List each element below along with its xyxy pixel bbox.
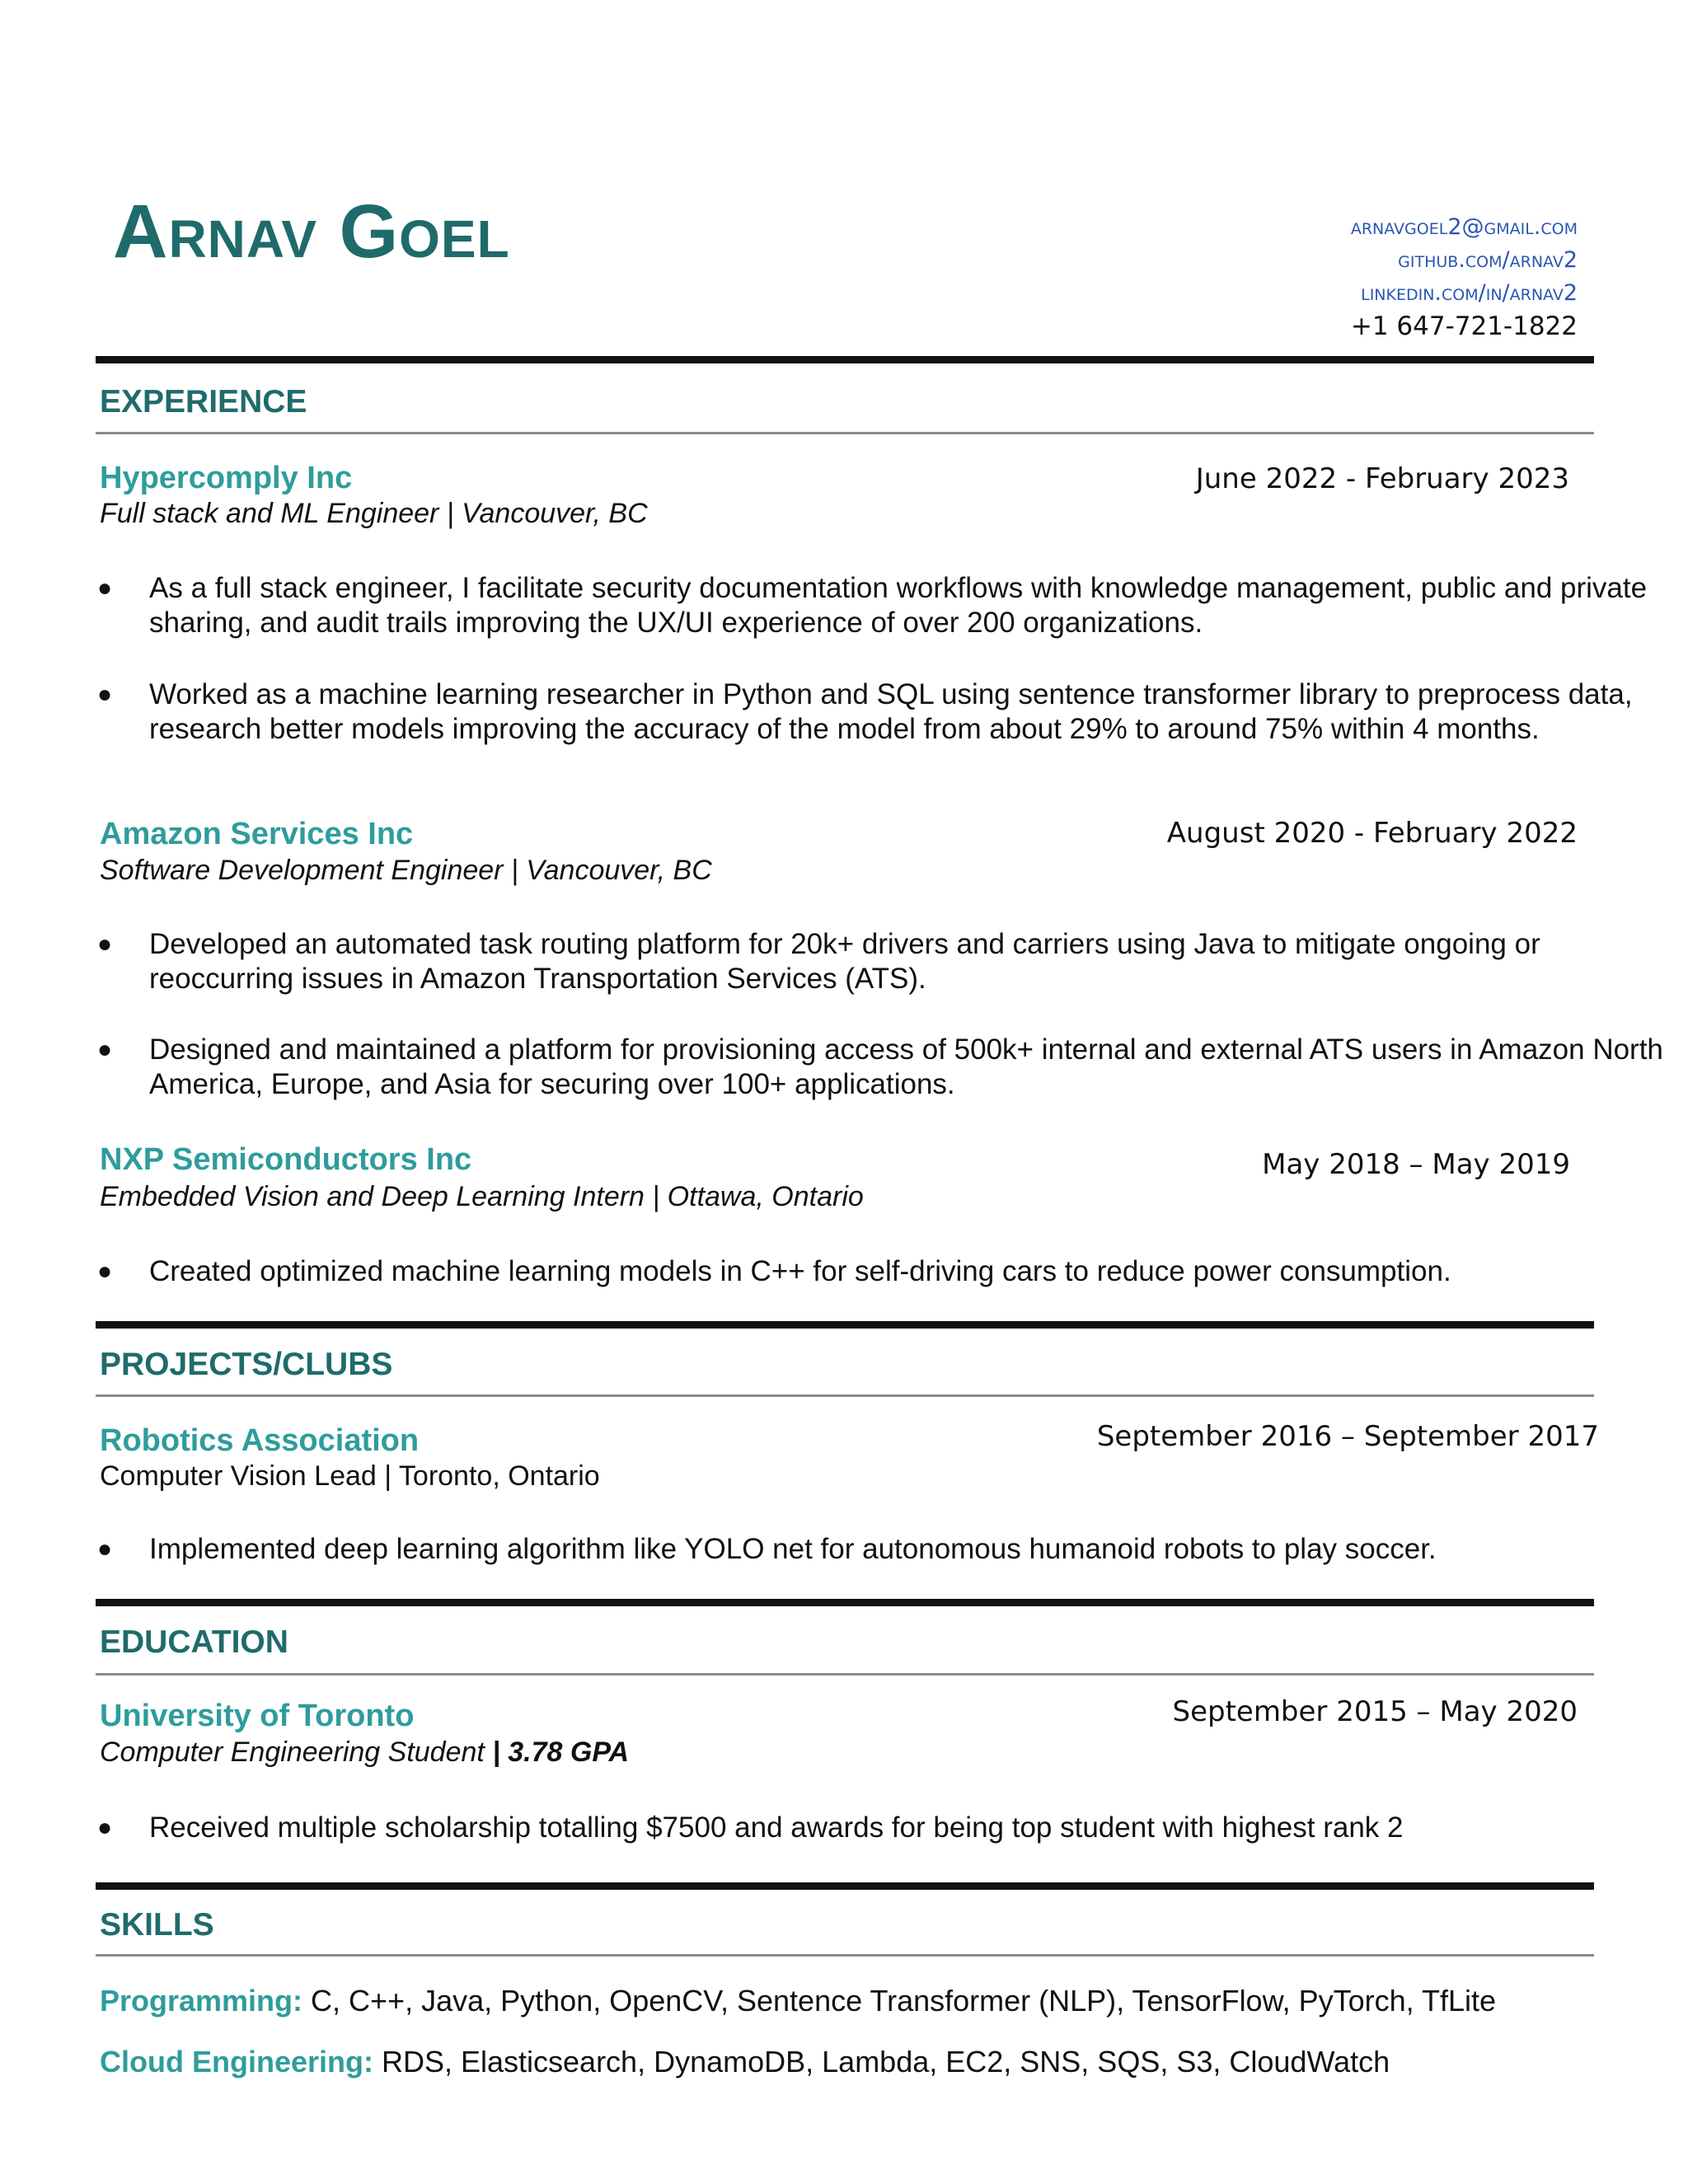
section-divider [96, 1599, 1594, 1606]
job-company: Hypercomply Inc [100, 461, 353, 495]
candidate-name: Arnav Goel [113, 190, 510, 274]
skill-row [100, 1986, 1496, 2016]
bullet-dot: ● [97, 930, 113, 958]
bullet-dot: ● [97, 681, 113, 708]
section-underline [96, 1954, 1594, 1957]
phone-number: +1 647-721-1822 [1350, 312, 1578, 341]
project-dates: September 2016 – September 2017 [1096, 1420, 1599, 1453]
github-link[interactable]: github.com/arnav2 [1398, 247, 1578, 273]
project-role: Computer Vision Lead | Toronto, Ontario [100, 1460, 600, 1492]
bullet-text: Designed and maintained a platform for provisioning access of 500k+ internal and external ATS users in Amazon North America, Europe, and Asia for securing over 100+ applications. [149, 1033, 1663, 1100]
section-title-education: EDUCATION [100, 1624, 288, 1660]
job-role: Software Development Engineer | Vancouver, BC [100, 855, 712, 886]
job-dates: May 2018 – May 2019 [1262, 1148, 1570, 1181]
skill-label: Cloud Engineering: [100, 2045, 373, 2079]
skill-label: Programming: [100, 1984, 303, 2018]
degree-name: Computer Engineering Student [100, 1736, 485, 1768]
bullet-text: Developed an automated task routing platform for 20k+ drivers and carriers using Java to mitigate ongoing or reoccurring issues in Amazon Transportation Services (ATS). [149, 928, 1540, 995]
bullet-dot: ● [97, 574, 113, 602]
section-underline [96, 432, 1594, 434]
job-company: NXP Semiconductors Inc [100, 1142, 472, 1177]
bullet-text: Worked as a machine learning researcher in Python and SQL using sentence transformer library to preprocess data, research better models improving the accuracy of the model from about 29% to around 75% within 4 months. [149, 678, 1633, 745]
job-company: Amazon Services Inc [100, 817, 414, 851]
section-divider [96, 1321, 1594, 1329]
job-dates: June 2022 - February 2023 [1195, 462, 1569, 495]
skill-value: RDS, Elasticsearch, DynamoDB, Lambda, EC2, SNS, SQS, S3, CloudWatch [373, 2045, 1390, 2079]
contact-block [918, 211, 1578, 343]
section-divider [96, 1882, 1594, 1890]
section-title-experience: EXPERIENCE [100, 384, 307, 419]
bullet-text: As a full stack engineer, I facilitate security documentation workflows with knowledge management, public and private sharing, and audit trails improving the UX/UI experience of over 200 organizations. [149, 572, 1648, 639]
skill-row [100, 2047, 1390, 2077]
email-link[interactable]: arnavgoel2@gmail.com [1350, 214, 1578, 240]
school-name: University of Toronto [100, 1699, 415, 1733]
section-underline [96, 1394, 1594, 1397]
bullet-text: Received multiple scholarship totalling $7500 and awards for being top student with highest rank 2 [149, 1811, 1404, 1844]
bullet-text: Created optimized machine learning models in C++ for self-driving cars to reduce power consumption. [149, 1255, 1451, 1287]
bullet-dot: ● [97, 1814, 113, 1841]
education-dates: September 2015 – May 2020 [1172, 1695, 1578, 1728]
job-dates: August 2020 - February 2022 [1166, 817, 1578, 850]
job-role: Embedded Vision and Deep Learning Intern | Ottawa, Ontario [100, 1181, 864, 1212]
bullet-dot: ● [97, 1535, 113, 1563]
header-divider [96, 356, 1594, 363]
job-role: Full stack and ML Engineer | Vancouver, BC [100, 498, 648, 529]
gpa: | 3.78 GPA [492, 1736, 630, 1768]
section-title-projects: PROJECTS/CLUBS [100, 1347, 393, 1382]
section-title-skills: SKILLS [100, 1907, 214, 1943]
bullet-text: Implemented deep learning algorithm like YOLO net for autonomous humanoid robots to play soccer. [149, 1533, 1437, 1565]
bullet-dot: ● [97, 1036, 113, 1063]
project-name: Robotics Association [100, 1423, 420, 1458]
linkedin-link[interactable]: linkedin.com/in/arnav2 [1361, 280, 1578, 306]
skill-value: C, C++, Java, Python, OpenCV, Sentence Transformer (NLP), TensorFlow, PyTorch, TfLite [302, 1984, 1497, 2018]
degree [100, 1738, 629, 1766]
section-underline [96, 1673, 1594, 1675]
bullet-dot: ● [97, 1258, 113, 1285]
